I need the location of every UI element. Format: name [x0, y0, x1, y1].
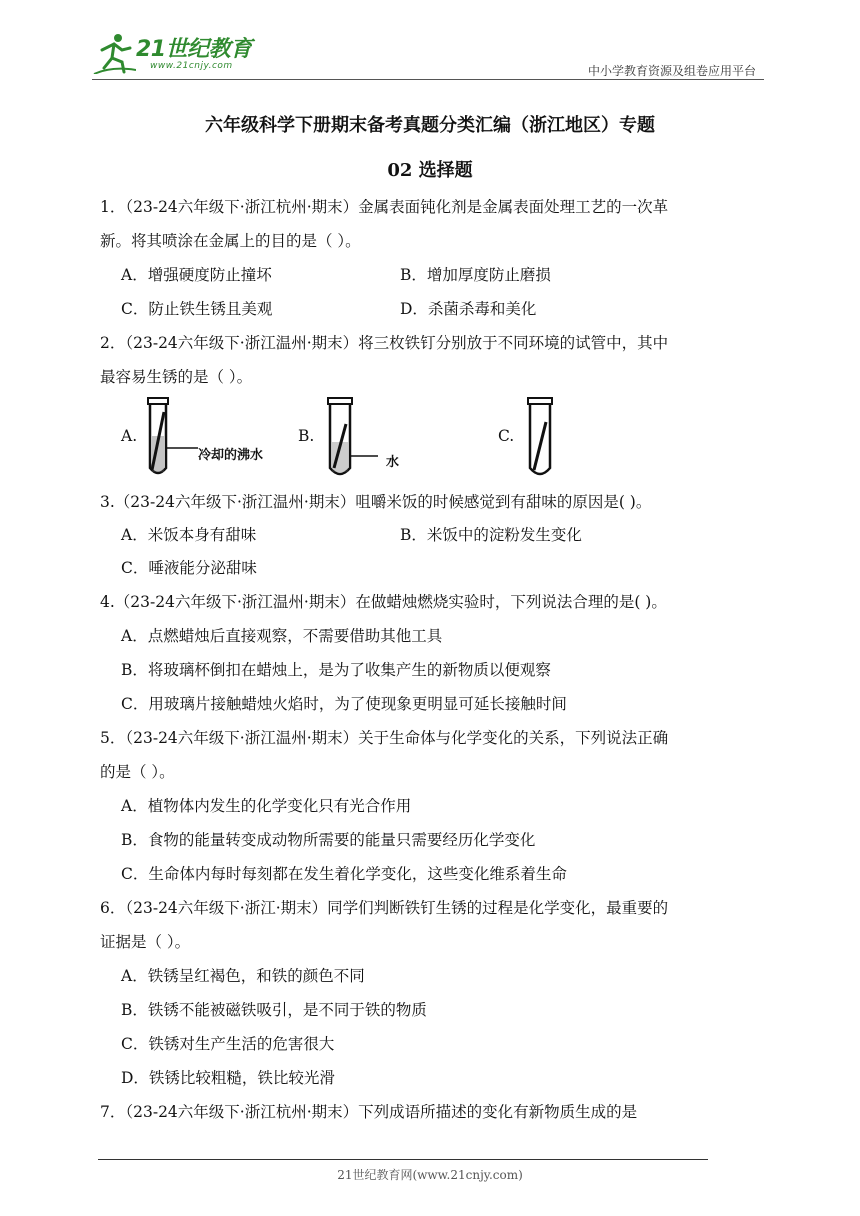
question-2-option-c: C.	[498, 427, 515, 445]
test-tube-c-icon	[522, 396, 562, 482]
logo-url: www.21cnjy.com	[150, 61, 233, 71]
test-tube-a-icon	[140, 396, 280, 482]
question-6-line-1: 6．（23-24六年级下·浙江·期末）同学们判断铁钉生锈的过程是化学变化，最重要的	[100, 899, 669, 917]
logo	[92, 30, 262, 76]
page-header	[92, 30, 764, 80]
question-1-line-2: 新。将其喷涂在金属上的目的是（ ）。	[100, 232, 361, 250]
question-3-option-c: C．唾液能分泌甜味	[121, 559, 257, 577]
question-1-line-1: 1．（23-24六年级下·浙江杭州·期末）金属表面钝化剂是金属表面处理工艺的一次革	[100, 198, 669, 216]
question-6-option-a: A．铁锈呈红褐色，和铁的颜色不同	[121, 967, 365, 985]
logo-title: 21世纪教育	[136, 37, 252, 62]
question-5-line-1: 5．（23-24六年级下·浙江温州·期末）关于生命体与化学变化的关系，下列说法正确	[100, 729, 669, 747]
question-1-option-c: C．防止铁生锈且美观	[121, 300, 273, 318]
platform-name: 中小学教育资源及组卷应用平台	[587, 64, 756, 78]
question-4-option-b: B．将玻璃杯倒扣在蜡烛上，是为了收集产生的新物质以便观察	[121, 661, 551, 679]
question-4-option-a: A．点燃蜡烛后直接观察，不需要借助其他工具	[121, 627, 443, 645]
question-5-option-b: B．食物的能量转变成动物所需要的能量只需要经历化学变化	[121, 831, 536, 849]
runner-logo-icon	[92, 30, 136, 74]
question-5-option-a: A．植物体内发生的化学变化只有光合作用	[121, 797, 412, 815]
question-3-option-a: A．米饭本身有甜味	[121, 526, 257, 544]
question-2-line-2: 最容易生锈的是（ ）。	[100, 368, 253, 386]
question-3-option-b: B．米饭中的淀粉发生变化	[400, 526, 582, 544]
footer-divider	[98, 1159, 708, 1160]
question-1-option-a: A．增强硬度防止撞坏	[121, 266, 272, 284]
question-5-line-2: 的是（ ）。	[100, 763, 175, 781]
question-1-option-d: D．杀菌杀毒和美化	[400, 300, 537, 318]
question-7-line-1: 7．（23-24六年级下·浙江杭州·期末）下列成语所描述的变化有新物质生成的是	[100, 1103, 638, 1121]
page-title: 六年级科学下册期末备考真题分类汇编（浙江地区）专题	[205, 115, 655, 136]
question-6-option-b: B．铁锈不能被磁铁吸引，是不同于铁的物质	[121, 1001, 427, 1019]
question-2-option-a: A.	[121, 427, 138, 445]
question-5-option-c: C．生命体内每时每刻都在发生着化学变化，这些变化维系着生命	[121, 865, 567, 883]
question-4-option-c: C．用玻璃片接触蜡烛火焰时，为了使现象更明显可延长接触时间	[121, 695, 567, 713]
question-2-a-label: 冷却的沸水	[198, 448, 264, 463]
question-6-option-c: C．铁锈对生产生活的危害很大	[121, 1035, 335, 1053]
question-2-option-b: B.	[298, 427, 315, 445]
question-4-line-1: 4.（23-24六年级下·浙江温州·期末）在做蜡烛燃烧实验时，下列说法合理的是( )。	[100, 593, 667, 611]
question-6-line-2: 证据是（ ）。	[100, 933, 191, 951]
header-divider	[92, 79, 764, 80]
question-2-line-1: 2．（23-24六年级下·浙江温州·期末）将三枚铁钉分别放于不同环境的试管中，其中	[100, 334, 669, 352]
question-3-line-1: 3.（23-24六年级下·浙江温州·期末）咀嚼米饭的时候感觉到有甜味的原因是( )。	[100, 493, 652, 511]
question-2-b-label: 水	[386, 455, 400, 470]
question-6-option-d: D．铁锈比较粗糙，铁比较光滑	[121, 1069, 335, 1087]
question-1-option-b: B．增加厚度防止磨损	[400, 266, 551, 284]
page-subtitle: 02 选择题	[387, 160, 473, 181]
footer-text: 21世纪教育网(www.21cnjy.com)	[337, 1168, 523, 1182]
